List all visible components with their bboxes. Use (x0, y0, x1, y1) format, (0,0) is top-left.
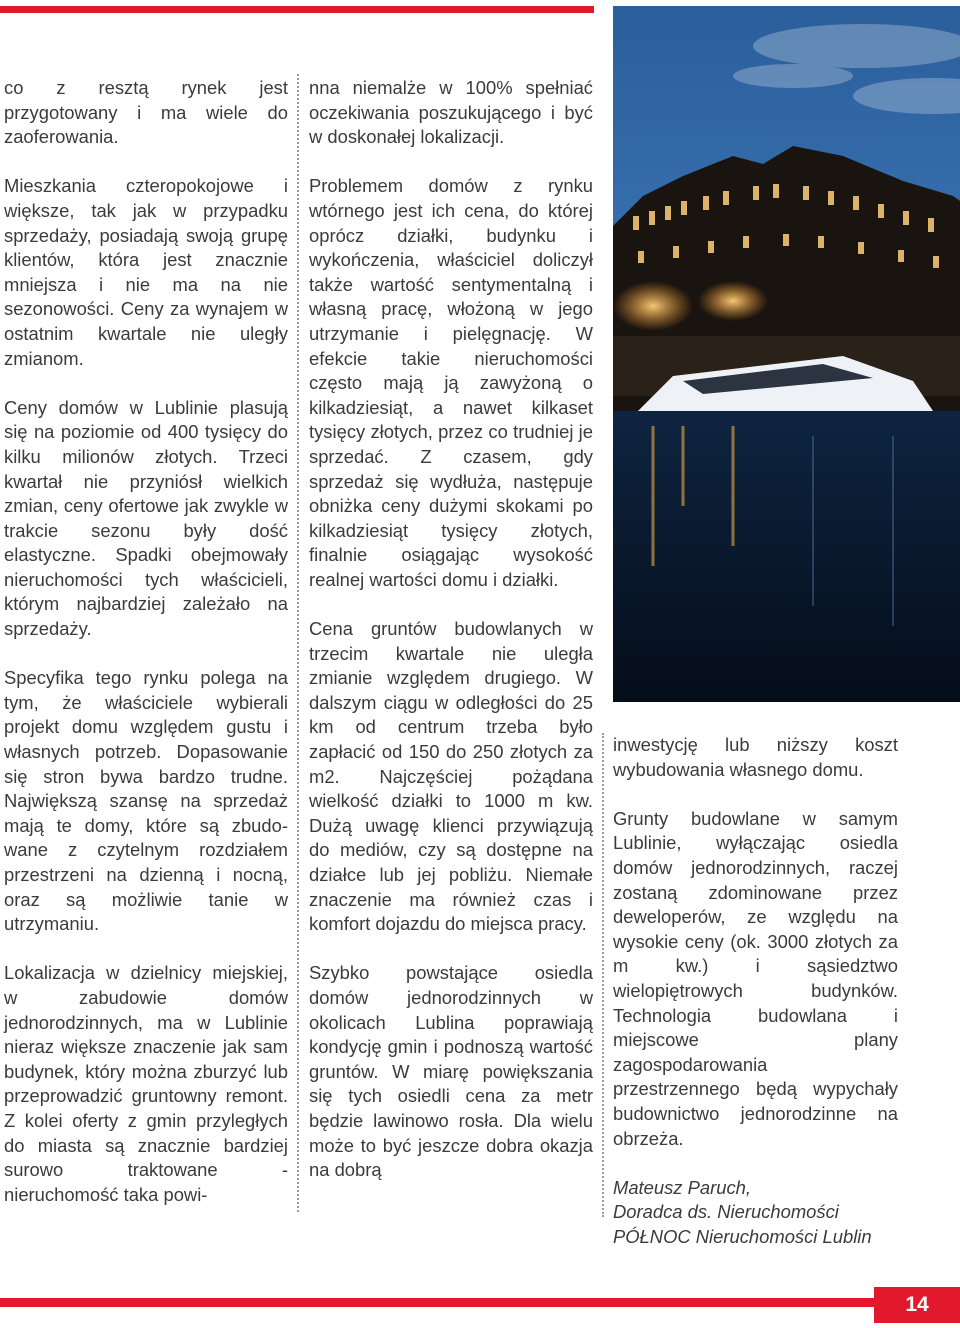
paragraph: Grunty budowlane w samym Lublinie, wyłączając osiedla domów jednorodzinnych, raczej zostaną zdominowane przez deweloperów, ze względu na wysokie ceny (ok. 3000 złotych za m kw.) i sąsiedztwo wielopiętrowych budynków. Technologia budowlana i miejscowe plany zagospodarowania przestrzennego będą wypychały budownictwo jednorodzinne na obrzeża. (613, 807, 898, 1149)
paragraph: Cena gruntów budowlanych w trzecim kwartale nie uległa zmianie względem drugiego. W dalszym ciągu w odległości do 25 km od centrum trzeba było zapłacić od 150 do 250 złotych za m2. Najczęściej pożądana wielkość działki to 1000 m kw. Dużą uwagę klienci przywiązują do mediów, czy są dostępne na działce lub jej pobliżu. Niemałe znaczenie ma również czas i komfort dojazdu do miejsca pracy. (309, 618, 593, 935)
article-column-middle (309, 76, 593, 1183)
bottom-accent-bar (0, 1298, 874, 1307)
article-column-left (4, 76, 288, 1207)
waterfront-night-photo (613, 6, 960, 702)
page-number: 14 (874, 1287, 960, 1323)
paragraph: Ceny domów w Lublinie plasują się na poziomie od 400 tysięcy do kilku milionów złotych. Trzeci kwartał nie przyniósł wielkich zmian, ceny ofertowe jak zwykle w trakcie sezonu były dość elastyczne. Spadki obejmowały nieruchomości tych właścicieli, którym najbardziej zależało na sprzedaży. (4, 396, 288, 640)
paragraph: Lokalizacja w dzielnicy miejskiej, w zabudowie domów jednorodzinnych, ma w Lublinie nieraz większe znaczenie jak sam budynek, który można zburzyć lub przeprowadzić gruntowny remont. Z kolei oferty z gmin przyległych do miasta są znacznie bardziej surowo traktowane - nieruchomość taka powi- (4, 962, 288, 1205)
top-accent-bar (0, 6, 594, 13)
author-company: PÓŁNOC Nieruchomości Lublin (613, 1225, 872, 1247)
paragraph: Specyfika tego rynku polega na tym, że właściciele wybierali projekt domu względem gustu i własnych potrzeb. Dopasowanie się stron bywa bardzo trudne. Największą szansę na sprzedaż mają te domy, które są zbudo-wane z czytelnym rozdziałem przestrzeni na dzienną i nocną, oraz są możliwie tanie w utrzymaniu. (4, 667, 288, 935)
author-role: Doradca ds. Nieruchomości (613, 1201, 839, 1223)
paragraph: Problemem domów z rynku wtórnego jest ich cena, do której oprócz działki, budynku i wykończenia, właściciel doliczył także wartość sentymentalną i własną pracę, włożoną w jego utrzymanie i pielęgnację. W efekcie takie nieruchomości często mają ją zawyżoną o kilkadziesiąt, a nawet kilkaset tysięcy złotych, przez co trudniej je sprzedać. Z czasem, gdy sprzedaż się wydłuża, następuje obniżka ceny dużymi skokami po kilkadziesiąt tysięcy złotych, finalnie osiągając wysokość realnej wartości domu i działki. (309, 175, 593, 590)
paragraph: Mieszkania czteropokojowe i większe, tak jak w przypadku sprzedaży, posiadają swoją grupę klientów, która jest znacznie mniejsza i nie ma na nie sezonowości. Ceny za wynajem w ostatnim kwartale nie uległy zmianom. (4, 175, 288, 369)
paragraph: inwestycję lub niższy koszt wybudowania własnego domu. (613, 734, 898, 780)
author-signature (613, 1176, 898, 1250)
author-name: Mateusz Paruch, (613, 1176, 751, 1198)
paragraph: Szybko powstające osiedla domów jednorodzinnych w okolicach Lublina poprawiają kondycję gmin i podnoszą wartość gruntów. W miarę powiększania się tych osiedli cena za metr będzie lawinowo rosła. Dla wielu może to być jeszcze dobra okazja na dobrą (309, 962, 593, 1181)
column-divider-left (297, 74, 299, 1212)
article-column-right (613, 733, 898, 1249)
paragraph: nna niemalże w 100% spełniać oczekiwania poszukującego i być w doskonałej lokalizacji. (309, 77, 593, 148)
column-divider-right (602, 733, 604, 1217)
paragraph: co z resztą rynek jest przygotowany i ma wiele do zaoferowania. (4, 77, 288, 148)
